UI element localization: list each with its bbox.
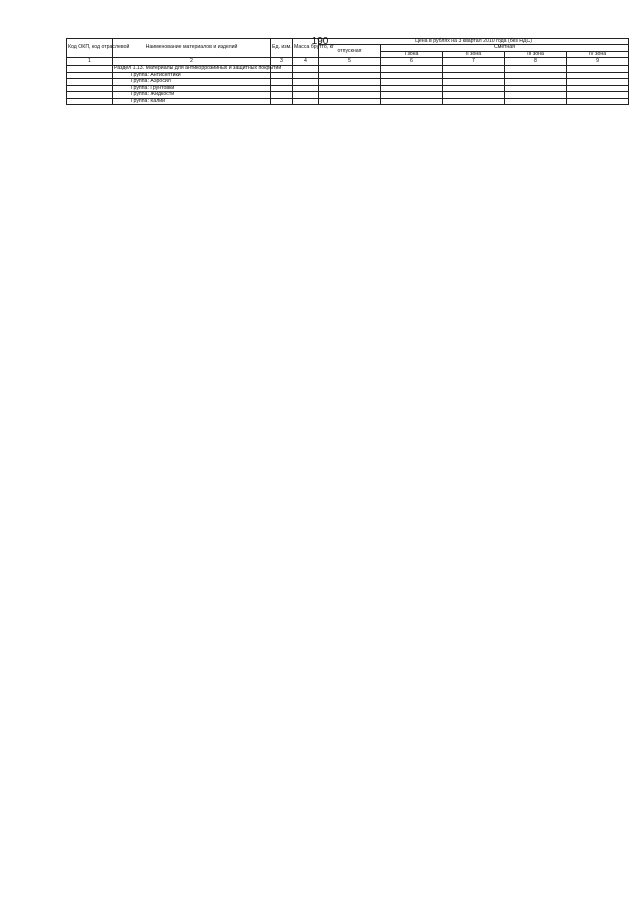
cell-name: Группа: Калий xyxy=(113,98,271,104)
column-index: 2 xyxy=(113,58,271,66)
column-index: 6 xyxy=(381,58,443,66)
price-table xyxy=(66,38,629,105)
cell-code xyxy=(67,98,113,104)
cell-zone2 xyxy=(443,98,505,104)
cell-unit xyxy=(271,98,293,104)
cell-zone4 xyxy=(567,98,629,104)
cell-mass xyxy=(293,98,319,104)
cell-sales xyxy=(319,98,381,104)
header-zone-2: II зона xyxy=(443,51,505,57)
table-row xyxy=(67,98,629,104)
column-index: 5 xyxy=(319,58,381,66)
column-index: 4 xyxy=(293,58,319,66)
header-price-group: Цена в рублях на 3 квартал 2010 года (без НДС) xyxy=(319,39,629,45)
header-estimate-group: Сметная xyxy=(381,45,629,51)
column-index: 9 xyxy=(567,58,629,66)
column-index: 1 xyxy=(67,58,113,66)
header-code: Код ОКП, код отраслевой xyxy=(67,39,113,58)
column-index: 8 xyxy=(505,58,567,66)
cell-zone3 xyxy=(505,98,567,104)
header-name: Наименование материалов и изделий xyxy=(113,39,271,58)
header-zone-4: IV зона xyxy=(567,51,629,57)
header-zone-1: I зона xyxy=(381,51,443,57)
page-number: 190 xyxy=(311,36,329,47)
header-mass: Масса брутто, кг xyxy=(293,39,319,58)
header-unit: Ед. изм. xyxy=(271,39,293,58)
header-zone-3: III зона xyxy=(505,51,567,57)
column-index: 3 xyxy=(271,58,293,66)
cell-name: Группа: Аэросил xyxy=(113,79,271,85)
column-index: 7 xyxy=(443,58,505,66)
cell-zone1 xyxy=(381,98,443,104)
cell-name: Раздел 1.13. Материалы для антикоррозийных и защитных покрытий xyxy=(114,65,282,72)
cell-name: Группа: Антисептики xyxy=(113,72,271,78)
cell-name: Группа: Грунтовки xyxy=(113,85,271,91)
table-body xyxy=(67,66,629,105)
cell-name: Группа: Жидкости xyxy=(113,92,271,98)
header-sales: отпускная xyxy=(319,45,381,58)
